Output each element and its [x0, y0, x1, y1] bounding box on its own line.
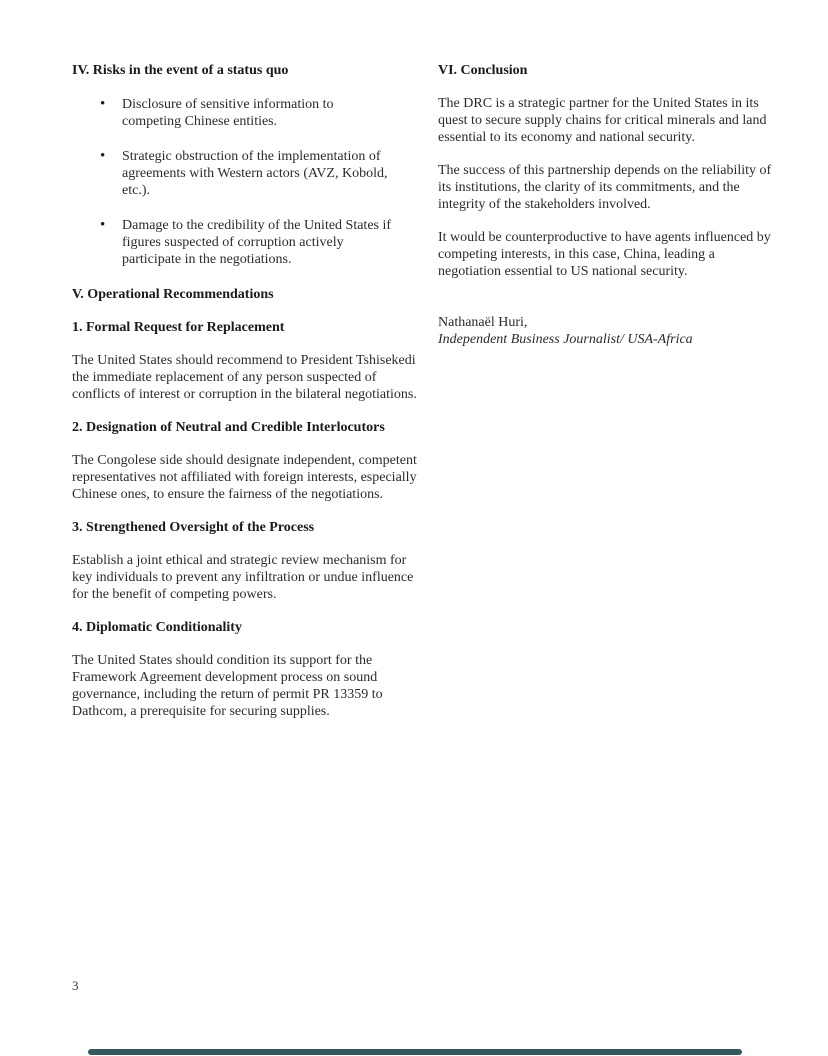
- subsection-4-heading: 4. Diplomatic Conditionality: [72, 620, 242, 635]
- subsection-3-body: Establish a joint ethical and strategic review mechanism for key individuals to prevent any infiltration or undue influence for the benefit of competing powers.: [72, 553, 414, 602]
- conclusion-paragraph: The DRC is a strategic partner for the United States in its quest to secure supply chains for critical minerals and land essential to its economy and national security.: [438, 96, 767, 145]
- bullet-text: Damage to the credibility of the United States if figures suspected of corruption actively participate in the negotiations.: [122, 218, 392, 267]
- subsection-1-heading: 1. Formal Request for Replacement: [72, 320, 285, 335]
- section-iv-heading: IV. Risks in the event of a status quo: [72, 63, 289, 78]
- risk-bullet-list: [72, 96, 421, 268]
- bullet-icon: •: [100, 148, 106, 164]
- subsection-4-body: The United States should condition its support for the Framework Agreement development process on sound governance, including the return of permit PR 13359 to Dathcom, a prerequisite for securing supplies.: [72, 653, 383, 719]
- signature-block: [438, 314, 774, 348]
- author-name: Nathanaël Huri,: [438, 315, 528, 330]
- bullet-icon: •: [100, 96, 106, 112]
- list-item: [100, 148, 421, 199]
- left-column: [72, 62, 421, 736]
- section-vi-heading: VI. Conclusion: [438, 63, 528, 78]
- page-content: [72, 62, 774, 736]
- list-item: [100, 96, 421, 130]
- right-column: [438, 62, 774, 736]
- conclusion-paragraph: It would be counterproductive to have agents influenced by competing interests, in this case, China, leading a negotiation essential to US national security.: [438, 230, 771, 279]
- author-title: Independent Business Journalist/ USA-Africa: [438, 332, 693, 347]
- section-v-heading: V. Operational Recommendations: [72, 287, 274, 302]
- page-number: 3: [72, 978, 79, 993]
- bullet-text: Disclosure of sensitive information to competing Chinese entities.: [122, 97, 334, 129]
- bottom-scrollbar[interactable]: [88, 1049, 742, 1055]
- bullet-text: Strategic obstruction of the implementation of agreements with Western actors (AVZ, Kobold, etc.).: [122, 149, 388, 198]
- subsection-2-heading: 2. Designation of Neutral and Credible Interlocutors: [72, 420, 385, 435]
- subsection-3-heading: 3. Strengthened Oversight of the Process: [72, 520, 315, 535]
- subsection-1-body: The United States should recommend to President Tshisekedi the immediate replacement of any person suspected of conflicts of interest or corruption in the bilateral negotiations.: [72, 353, 417, 402]
- subsection-2-body: The Congolese side should designate independent, competent representatives not affiliated with foreign interests, especially Chinese ones, to ensure the fairness of the negotiations.: [72, 453, 417, 502]
- conclusion-paragraph: The success of this partnership depends on the reliability of its institutions, the clarity of its commitments, and the integrity of the stakeholders involved.: [438, 163, 772, 212]
- bullet-icon: •: [100, 217, 106, 233]
- list-item: [100, 217, 421, 268]
